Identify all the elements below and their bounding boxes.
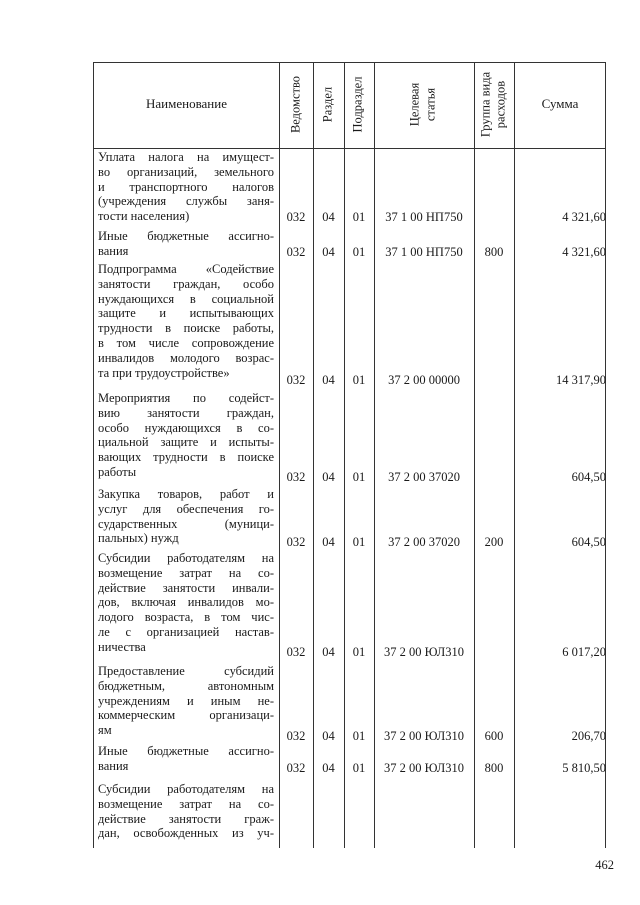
- row-name-line: Иные бюджетные ассигно-: [98, 744, 274, 758]
- row-name-line: нуждающихся в социальной: [98, 291, 274, 306]
- cell-razdel: 04: [322, 470, 335, 484]
- header-summa: Сумма: [541, 96, 579, 111]
- cell-podrazdel: 01: [352, 470, 366, 484]
- row-name: [98, 664, 274, 738]
- cell-ved: 032: [286, 645, 306, 659]
- row-name-line: действие занятости граж-: [98, 811, 274, 826]
- cell-gruppa: 800: [484, 761, 504, 775]
- cell-summa: 604,50: [571, 535, 606, 549]
- row-name-line: занятости граждан, особо: [98, 276, 274, 291]
- row-name-line: дов, включая инвалидов мо-: [98, 595, 274, 610]
- header-celevaya-line1: Целевая: [407, 82, 422, 127]
- row-name-line: работы: [98, 464, 137, 479]
- row-name-line: сударственных (муници-: [98, 516, 274, 531]
- cell-ved: 032: [286, 210, 306, 224]
- row-name-line: трудности в поиске работы,: [98, 321, 274, 336]
- row-name: [98, 262, 274, 380]
- cell-summa: 6 017,20: [562, 645, 606, 659]
- cell-gruppa: 800: [484, 245, 504, 259]
- cell-celevaya: 37 2 00 ЮЛ310: [383, 729, 465, 743]
- row-name-line: в том числе сопровождение: [98, 335, 274, 350]
- cell-razdel: 04: [322, 729, 335, 743]
- cell-ved: 032: [286, 470, 306, 484]
- cell-gruppa: 200: [484, 535, 504, 549]
- row-name: [98, 487, 274, 546]
- row-name-line: во организаций, земельного: [98, 164, 274, 179]
- row-name-line: инвалидов молодого возрас-: [98, 350, 274, 365]
- row-name-line: та при трудоустройстве»: [98, 365, 230, 380]
- row-name-line: (учреждения службы заня-: [98, 194, 274, 209]
- header-ved: Ведомство: [288, 75, 303, 134]
- header-gruppa-line1: Группа вида: [478, 71, 493, 138]
- cell-razdel: 04: [322, 210, 335, 224]
- row-name-line: возмещение затрат на со-: [98, 565, 274, 580]
- row-name-line: дан, освобожденных из уч-: [98, 826, 274, 841]
- cell-razdel: 04: [322, 245, 335, 259]
- row-name-line: возмещение затрат на со-: [98, 796, 274, 811]
- row-name: [98, 782, 274, 841]
- row-name-line: Мероприятия по содейст-: [98, 391, 274, 405]
- row-name-line: вания: [98, 243, 129, 258]
- row-name-line: вающих трудности в поиске: [98, 450, 274, 465]
- cell-razdel: 04: [322, 373, 335, 387]
- table-top-border: [93, 62, 606, 63]
- row-name-line: вию занятости граждан,: [98, 405, 274, 420]
- row-name: [98, 229, 274, 259]
- header-celevaya-line2: статья: [423, 87, 438, 122]
- cell-ved: 032: [286, 729, 306, 743]
- header-podrazdel: Подраздел: [350, 76, 365, 133]
- row-name: [98, 391, 274, 480]
- row-name: [98, 551, 274, 655]
- cell-celevaya: 37 2 00 37020: [388, 535, 460, 549]
- row-name-line: Субсидии работодателям на: [98, 551, 274, 565]
- cell-podrazdel: 01: [352, 645, 366, 659]
- row-name-line: Предоставление субсидий: [98, 664, 274, 678]
- row-name-line: пальных) нужд: [98, 531, 179, 546]
- header-name: Наименование: [146, 96, 227, 111]
- cell-podrazdel: 01: [352, 729, 366, 743]
- cell-podrazdel: 01: [352, 373, 366, 387]
- cell-celevaya: 37 2 00 00000: [388, 373, 460, 387]
- cell-ved: 032: [286, 373, 306, 387]
- header-gruppa-line2: расходов: [493, 80, 508, 129]
- cell-celevaya: 37 2 00 ЮЛ310: [383, 645, 465, 659]
- table-header-bottom-border: [93, 148, 606, 149]
- table-left-border: [93, 62, 94, 848]
- cell-podrazdel: 01: [352, 210, 366, 224]
- row-name-line: услуг для обеспечения го-: [98, 501, 274, 516]
- row-name-line: Подпрограмма «Содействие: [98, 262, 274, 276]
- cell-ved: 032: [286, 245, 306, 259]
- cell-podrazdel: 01: [352, 245, 366, 259]
- row-name-line: ям: [98, 723, 112, 738]
- cell-summa: 4 321,60: [562, 210, 606, 224]
- cell-razdel: 04: [322, 761, 335, 775]
- row-name-line: Уплата налога на имущест-: [98, 150, 274, 164]
- row-name-line: ничества: [98, 639, 146, 654]
- cell-summa: 4 321,60: [562, 245, 606, 259]
- cell-summa: 5 810,50: [562, 761, 606, 775]
- row-name: [98, 744, 274, 774]
- row-name-line: вания: [98, 758, 129, 773]
- row-name-line: лодого возраста, в том чис-: [98, 610, 274, 625]
- row-name: [98, 150, 274, 224]
- row-name-line: бюджетным, автономным: [98, 678, 274, 693]
- cell-summa: 206,70: [571, 729, 606, 743]
- cell-razdel: 04: [322, 645, 335, 659]
- row-name-line: действие занятости инвали-: [98, 580, 274, 595]
- cell-razdel: 04: [322, 535, 335, 549]
- row-name-line: Закупка товаров, работ и: [98, 487, 274, 501]
- row-name-line: тости населения): [98, 209, 190, 224]
- cell-summa: 604,50: [571, 470, 606, 484]
- cell-celevaya: 37 2 00 ЮЛ310: [383, 761, 465, 775]
- cell-podrazdel: 01: [352, 535, 366, 549]
- cell-gruppa: 600: [484, 729, 504, 743]
- row-name-line: Субсидии работодателям на: [98, 782, 274, 796]
- cell-ved: 032: [286, 761, 306, 775]
- row-name-line: ле с организацией настав-: [98, 624, 274, 639]
- row-name-line: защите и испытывающих: [98, 306, 274, 321]
- header-razdel: Раздел: [320, 86, 335, 123]
- page-number: 462: [595, 858, 614, 872]
- cell-celevaya: 37 1 00 НП750: [385, 210, 463, 224]
- row-name-line: коммерческим организаци-: [98, 708, 274, 723]
- cell-summa: 14 317,90: [556, 373, 606, 387]
- row-name-line: особо нуждающихся в со-: [98, 420, 274, 435]
- cell-celevaya: 37 2 00 37020: [388, 470, 460, 484]
- cell-celevaya: 37 1 00 НП750: [385, 245, 463, 259]
- row-name-line: циальной защите и испыты-: [98, 435, 274, 450]
- row-name-line: учреждениям и иным не-: [98, 693, 274, 708]
- row-name-line: и транспортного налогов: [98, 179, 274, 194]
- cell-ved: 032: [286, 535, 306, 549]
- row-name-line: Иные бюджетные ассигно-: [98, 229, 274, 243]
- cell-podrazdel: 01: [352, 761, 366, 775]
